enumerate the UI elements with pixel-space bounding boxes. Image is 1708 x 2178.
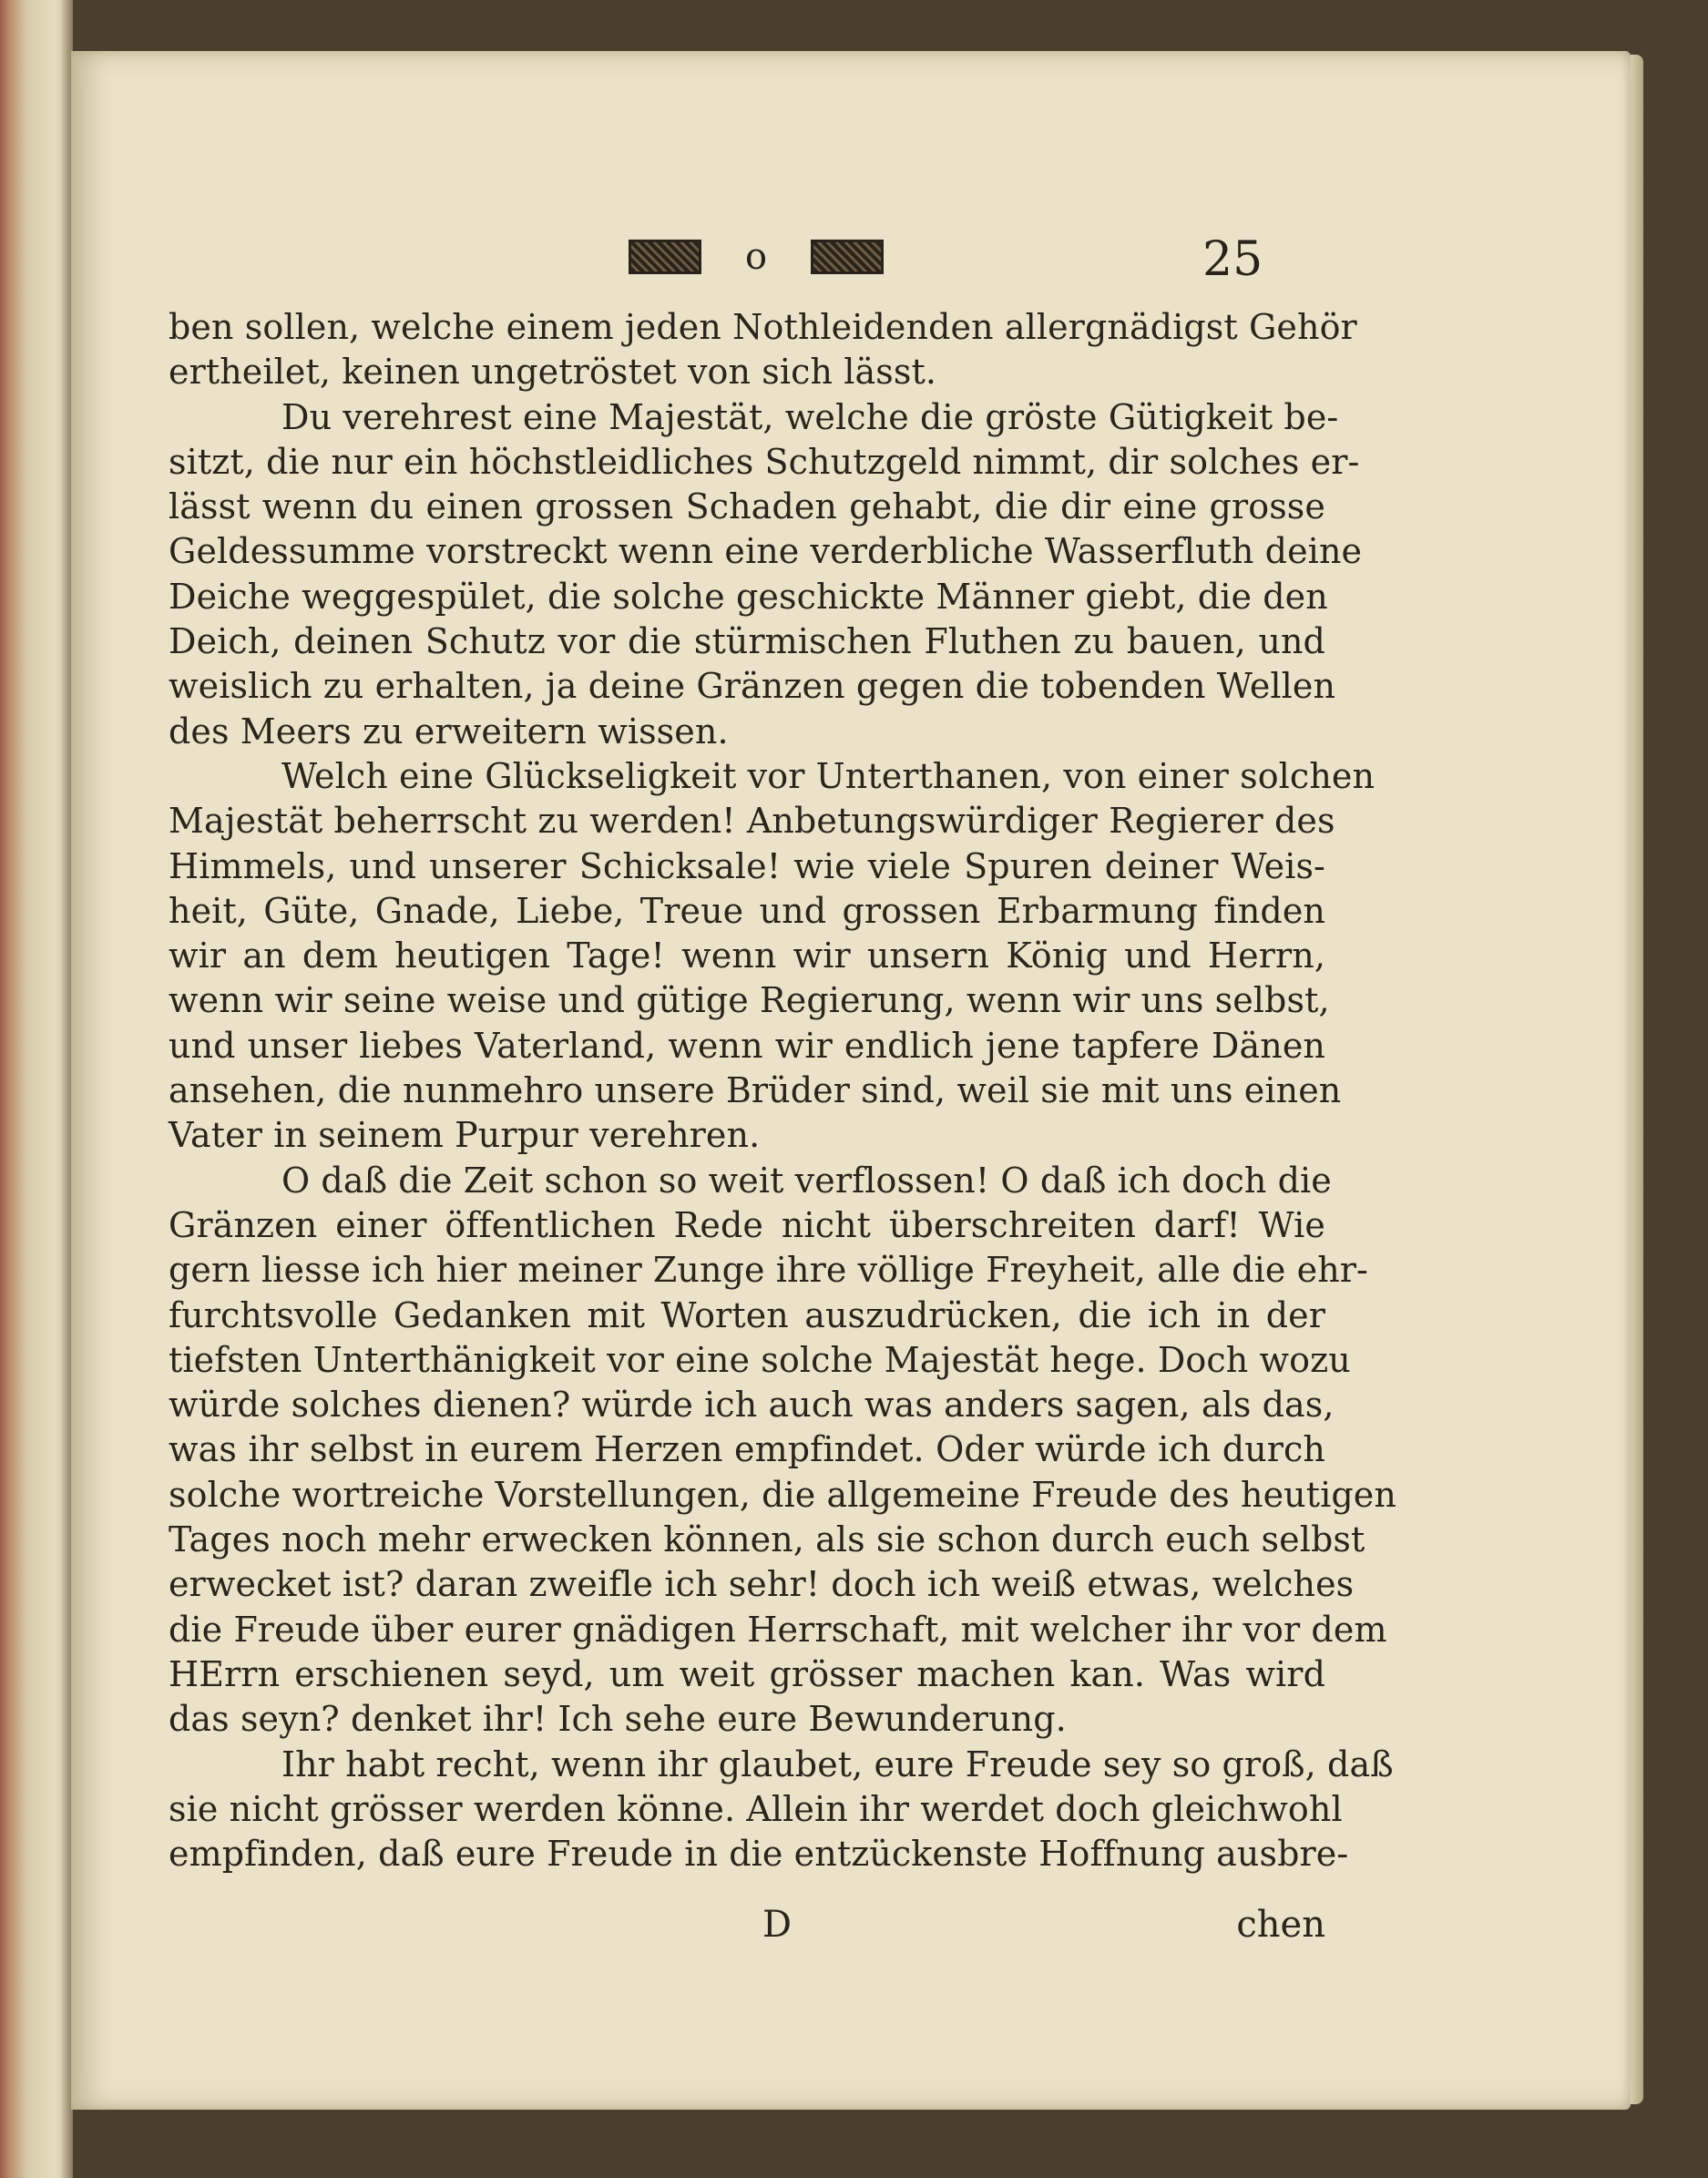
text-line: die Freude über eurer gnädigen Herrschaft, mit welcher ihr vor dem [169, 1609, 1387, 1650]
text-line: Gränzen einer öffentlichen Rede nicht überschreiten darf! Wie [169, 1204, 1325, 1245]
text-line: Welch eine Glückseligkeit vor Unterthanen, von einer solchen [281, 755, 1376, 796]
text-line: furchtsvolle Gedanken mit Worten auszudrücken, die ich in der [169, 1294, 1325, 1335]
text-line: würde solches dienen? würde ich auch was anders sagen, als das, [169, 1385, 1335, 1426]
text-line: Majestät beherrscht zu werden! Anbetungswürdiger Regierer des [169, 801, 1335, 842]
text-line: Vater in seinem Purpur verehren. [169, 1115, 761, 1156]
text-line: solche wortreiche Vorstellungen, die allgemeine Freude des heutigen [169, 1474, 1396, 1515]
body-text [169, 305, 1396, 1876]
facing-page-edge [0, 0, 73, 2178]
text-line: ertheilet, keinen ungetröstet von sich lässt. [169, 352, 937, 393]
text-line: empfinden, daß eure Freude in die entzückenste Hoffnung ausbre- [169, 1834, 1349, 1875]
text-line: heit, Güte, Gnade, Liebe, Treue und grossen Erbarmung finden [169, 890, 1325, 931]
text-line: Ihr habt recht, wenn ihr glaubet, eure Freude sey so groß, daß [281, 1743, 1394, 1784]
text-line: lässt wenn du einen grossen Schaden gehabt, die dir eine grosse [169, 486, 1325, 527]
text-line: und unser liebes Vaterland, wenn wir endlich jene tapfere Dänen [169, 1025, 1325, 1066]
page-number: 25 [1202, 232, 1263, 287]
text-line: Deich, deinen Schutz vor die stürmischen Fluthen zu bauen, und [169, 621, 1325, 662]
text-line: HErrn erschienen seyd, um weit grösser machen kan. Was wird [169, 1653, 1325, 1694]
text-line: sitzt, die nur ein höchstleidliches Schutzgeld nimmt, dir solches er- [169, 441, 1360, 482]
text-line: Deiche weggespület, die solche geschickte Männer giebt, die den [169, 576, 1328, 617]
text-line: das seyn? denket ihr! Ich sehe eure Bewunderung. [169, 1699, 1067, 1740]
text-line: sie nicht grösser werden könne. Allein ihr werdet doch gleichwohl [169, 1788, 1343, 1829]
text-line: ben sollen, welche einem jeden Nothleidenden allergnädigst Gehör [169, 307, 1357, 347]
page-stack-edge [1631, 55, 1643, 2104]
ornament-left-icon [629, 240, 701, 274]
text-line: tiefsten Unterthänigkeit vor eine solche Majestät hege. Doch wozu [169, 1339, 1351, 1380]
text-line: wenn wir seine weise und gütige Regierung, wenn wir uns selbst, [169, 980, 1330, 1021]
text-line: Geldessumme vorstreckt wenn eine verderbliche Wasserfluth deine [169, 531, 1363, 572]
text-line: Du verehrest eine Majestät, welche die gröste Gütigkeit be- [281, 396, 1339, 437]
page-header [565, 232, 1294, 287]
text-line: weislich zu erhalten, ja deine Gränzen gegen die tobenden Wellen [169, 666, 1336, 707]
text-line: des Meers zu erweitern wissen. [169, 711, 729, 752]
text-line: erwecket ist? daran zweifle ich sehr! doch ich weiß etwas, welches [169, 1564, 1355, 1605]
text-line: O daß die Zeit schon so weit verflossen! O daß ich doch die [281, 1160, 1332, 1201]
text-line: Himmels, und unserer Schicksale! wie viele Spuren deiner Weis- [169, 845, 1325, 886]
text-line: was ihr selbst in eurem Herzen empfindet. Oder würde ich durch [169, 1429, 1325, 1470]
ornament-right-icon [811, 240, 884, 274]
text-line: Tages noch mehr erwecken können, als sie schon durch euch selbst [169, 1519, 1365, 1560]
text-line: wir an dem heutigen Tage! wenn wir unsern König und Herrn, [169, 936, 1325, 977]
catchword: chen [1236, 1904, 1325, 1946]
text-line: ansehen, die nunmehro unsere Brüder sind, weil sie mit uns einen [169, 1070, 1342, 1111]
text-line: gern liesse ich hier meiner Zunge ihre völlige Freyheit, alle die ehr- [169, 1250, 1368, 1291]
signature-mark: D [762, 1904, 793, 1946]
header-ornament: o [745, 236, 768, 278]
page-footer [169, 1904, 1325, 1958]
